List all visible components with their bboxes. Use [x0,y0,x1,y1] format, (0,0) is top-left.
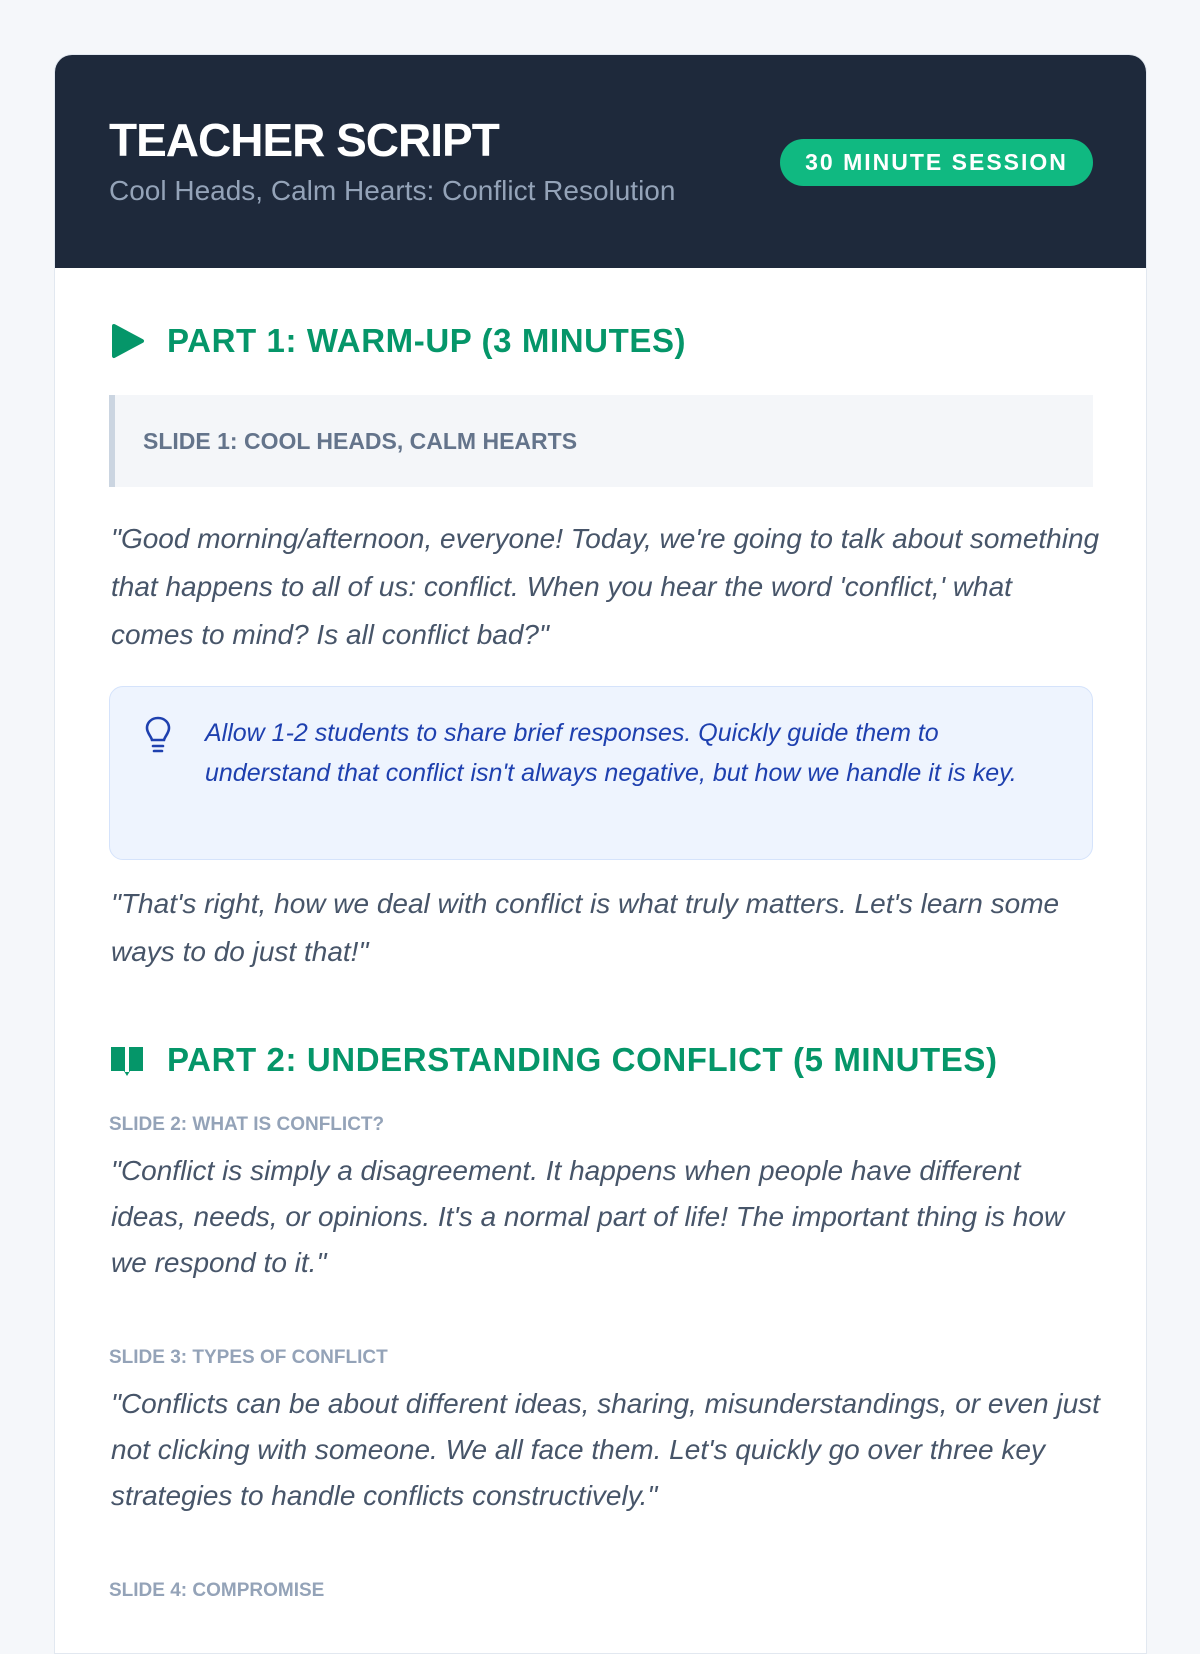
part-1-heading-text: PART 1: WARM-UP (3 MINUTES) [167,322,687,359]
part-2-heading [109,1041,998,1079]
teacher-tip-text: Allow 1-2 students to share brief responses. Quickly guide them to understand that conflict isn't always negative, but how we handle it is key. [205,719,1017,787]
teacher-script-card [54,54,1147,1654]
play-icon [109,323,145,359]
script-paragraph: "Conflicts can be about different ideas, sharing, misunderstandings, or even just not clicking with someone. We all face them. Let's quickly go over three key strategies to handle conflicts constructively." [111,1388,1100,1511]
slide-3-label: SLIDE 3: TYPES OF CONFLICT [109,1347,388,1368]
slide-4-label: SLIDE 4: COMPROMISE [109,1580,325,1601]
page-subtitle: Cool Heads, Calm Hearts: Conflict Resolution [109,175,676,206]
session-length-badge: 30 MINUTE SESSION [780,139,1093,186]
slide-1-title [109,395,1093,487]
slide-2-label: SLIDE 2: WHAT IS CONFLICT? [109,1114,385,1135]
part-1-heading [109,322,686,360]
part-2-heading-text: PART 2: UNDERSTANDING CONFLICT (5 MINUTES) [167,1041,998,1078]
page-title: TEACHER SCRIPT [109,114,499,166]
slide-1-title-text: SLIDE 1: COOL HEADS, CALM HEARTS [143,427,578,454]
teacher-tip [109,686,1093,860]
script-header [55,55,1146,268]
script-paragraph: "Good morning/afternoon, everyone! Today, we're going to talk about something that happens to all of us: conflict. When you hear the word 'conflict,' what comes to mind? Is all conflict bad?" [111,523,1100,650]
book-icon [109,1042,145,1078]
lightbulb-icon [144,715,172,755]
script-paragraph: "Conflict is simply a disagreement. It happens when people have different ideas, needs, or opinions. It's a normal part of life! The important thing is how we respond to it." [111,1155,1065,1278]
script-paragraph: "That's right, how we deal with conflict is what truly matters. Let's learn some ways to do just that!" [111,888,1060,967]
